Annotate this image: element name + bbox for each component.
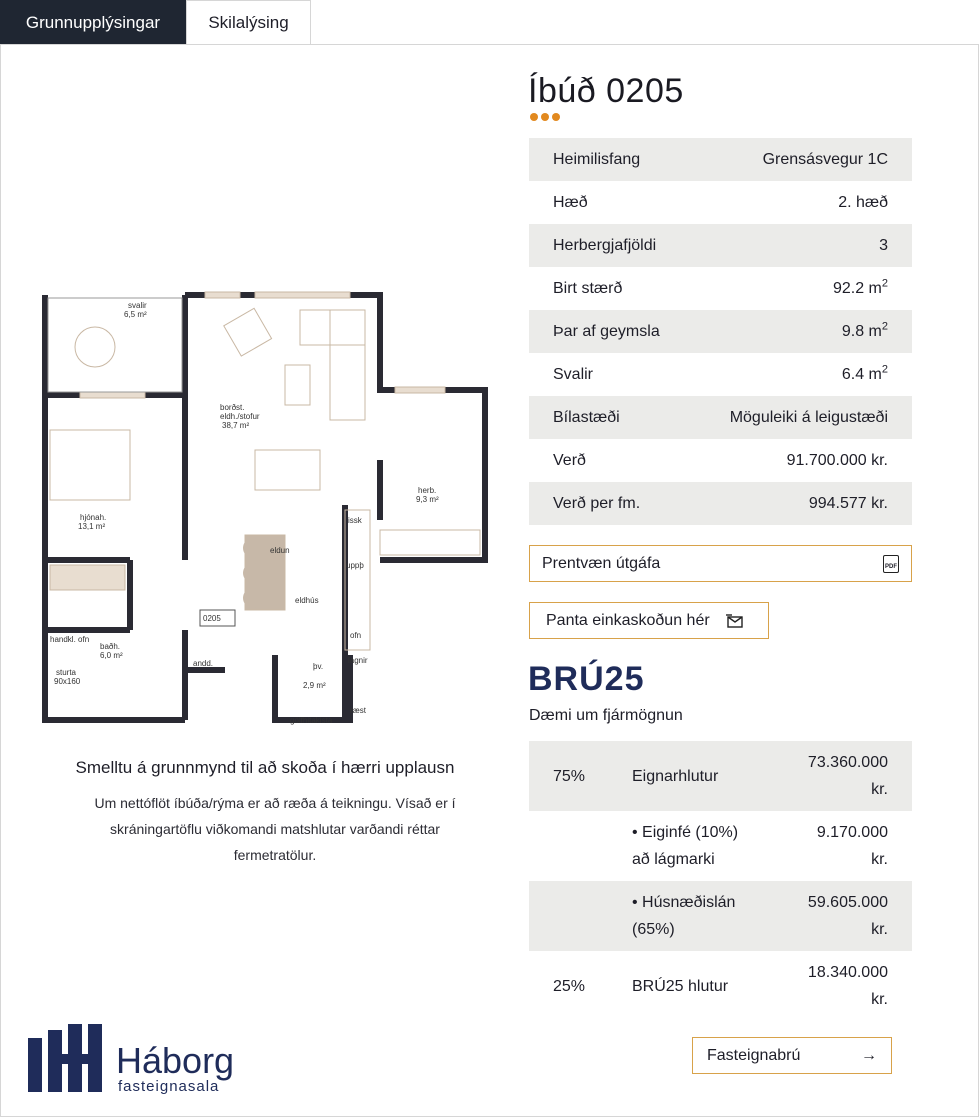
label-eldhus: eldhús <box>295 596 319 605</box>
info-value: Grensásvegur 1C <box>762 150 888 168</box>
info-label: Verð per fm. <box>553 494 641 512</box>
info-row <box>529 267 912 310</box>
label-raest: ræst <box>350 706 366 715</box>
info-value: 2. hæð <box>838 193 888 211</box>
label-thv-area: 2,9 m² <box>303 681 326 690</box>
info-value: 3 <box>879 236 888 254</box>
financing-value: 59.605.000 kr. <box>807 894 888 938</box>
info-label: Hæð <box>553 193 588 211</box>
financing-label: • Húsnæðislán (65%) <box>632 894 736 938</box>
financing-value: 18.340.000 kr. <box>807 964 888 1008</box>
info-value: 9.8 $m^2$ <box>841 320 888 340</box>
info-label: Heimilisfang <box>553 150 641 168</box>
floorplan-caption: Smelltu á grunnmynd til að skoða í hærri upplausn <box>75 758 455 777</box>
info-value: Möguleiki á leigustæði <box>729 408 888 426</box>
label-lagnir: lagnir <box>348 656 368 665</box>
info-table <box>529 138 912 525</box>
label-svalir: svalir <box>128 301 147 310</box>
financing-row <box>529 811 912 881</box>
label-badh: baðh. <box>100 642 121 651</box>
label-herb: herb. <box>418 486 437 495</box>
info-row <box>529 138 912 181</box>
info-row <box>529 396 912 439</box>
info-label: Verð <box>553 451 586 469</box>
financing-label: • Eiginfé (10%) að lágmarki <box>632 824 739 868</box>
label-eldun: eldun <box>270 546 290 555</box>
print-version-label: Prentvæn útgáfa <box>542 554 661 572</box>
info-value: 994.577 kr. <box>808 494 888 512</box>
financing-percent: 75% <box>553 767 586 785</box>
label-stofa-area: 38,7 m² <box>222 421 250 430</box>
label-hjonah-area: 13,1 m² <box>78 522 106 531</box>
tab-bar <box>0 0 311 45</box>
fasteignabru-label: Fasteignabrú <box>707 1046 801 1064</box>
label-uppth: uppþ <box>346 561 364 570</box>
label-andd: andd. <box>193 659 214 668</box>
info-row <box>529 482 912 525</box>
info-label: Svalir <box>553 365 594 383</box>
financing-table <box>529 741 912 1021</box>
brand-name: Háborg <box>116 1040 235 1081</box>
brand-sub: fasteignasala <box>118 1078 220 1095</box>
print-version-button[interactable] <box>529 545 912 582</box>
label-herb-area: 9,3 m² <box>416 495 439 504</box>
info-label: Herbergjafjöldi <box>553 236 657 254</box>
financing-row <box>529 881 912 951</box>
financing-value: 73.360.000 kr. <box>807 754 888 798</box>
info-label: Bílastæði <box>553 408 620 426</box>
info-label: Birt stærð <box>553 279 623 297</box>
label-unit: 0205 <box>203 614 221 623</box>
page-title: Íbúð 0205 <box>528 72 684 110</box>
label-svalir-area: 6,5 m² <box>124 310 147 319</box>
info-value: 6.4 $m^2$ <box>841 363 888 383</box>
label-handkl: handkl. ofn <box>50 635 90 644</box>
label-stofa2: eldh./stofur <box>220 412 260 421</box>
tab-grunnupplysingar[interactable]: Grunnupplýsingar <box>0 0 186 45</box>
label-stofa1: borðst. <box>220 403 245 412</box>
info-row <box>529 439 912 482</box>
arrow-right-icon: → <box>861 1046 877 1064</box>
financing-value: 9.170.000 kr. <box>816 824 888 868</box>
accent-dots <box>530 113 560 121</box>
label-sturta-size: 90x160 <box>54 677 81 686</box>
bru25-subtitle: Dæmi um fjármögnun <box>529 707 683 724</box>
financing-label: BRÚ25 hlutur <box>632 977 729 995</box>
floorplan-note: Um nettóflöt íbúða/rýma er að ræða á teikningu. Vísað er í skráningartöflu viðkomandi matshlutar varðandi réttar fermetratölur. <box>94 795 456 863</box>
financing-row <box>529 951 912 1021</box>
label-hjonah: hjónah. <box>80 513 107 522</box>
floorplan-image[interactable] <box>40 290 490 730</box>
book-viewing-label: Panta einkaskoðun hér <box>546 611 710 629</box>
mail-icon <box>726 614 744 628</box>
book-viewing-button[interactable] <box>529 602 769 639</box>
financing-row <box>529 741 912 811</box>
tab-skilalysing[interactable]: Skilalýsing <box>186 0 311 45</box>
financing-percent: 25% <box>553 977 586 995</box>
label-sturta: sturta <box>56 668 77 677</box>
label-golf: gólfhitakista <box>290 716 333 725</box>
pdf-icon: PDF <box>883 555 899 573</box>
info-row <box>529 353 912 396</box>
label-badh-area: 6,0 m² <box>100 651 123 660</box>
info-row <box>529 224 912 267</box>
info-value: 91.700.000 kr. <box>786 451 888 469</box>
label-thv: þv. <box>313 662 324 671</box>
label-ofn: ofn <box>350 631 362 640</box>
financing-label: Eignarhlutur <box>632 767 719 785</box>
info-value: 92.2 $m^2$ <box>832 277 888 297</box>
info-row <box>529 181 912 224</box>
fasteignabru-button[interactable] <box>692 1037 892 1074</box>
info-row <box>529 310 912 353</box>
info-label: Þar af geymsla <box>553 322 660 340</box>
label-issk: issk <box>348 516 362 525</box>
bru25-logo: BRÚ25 <box>528 660 645 698</box>
